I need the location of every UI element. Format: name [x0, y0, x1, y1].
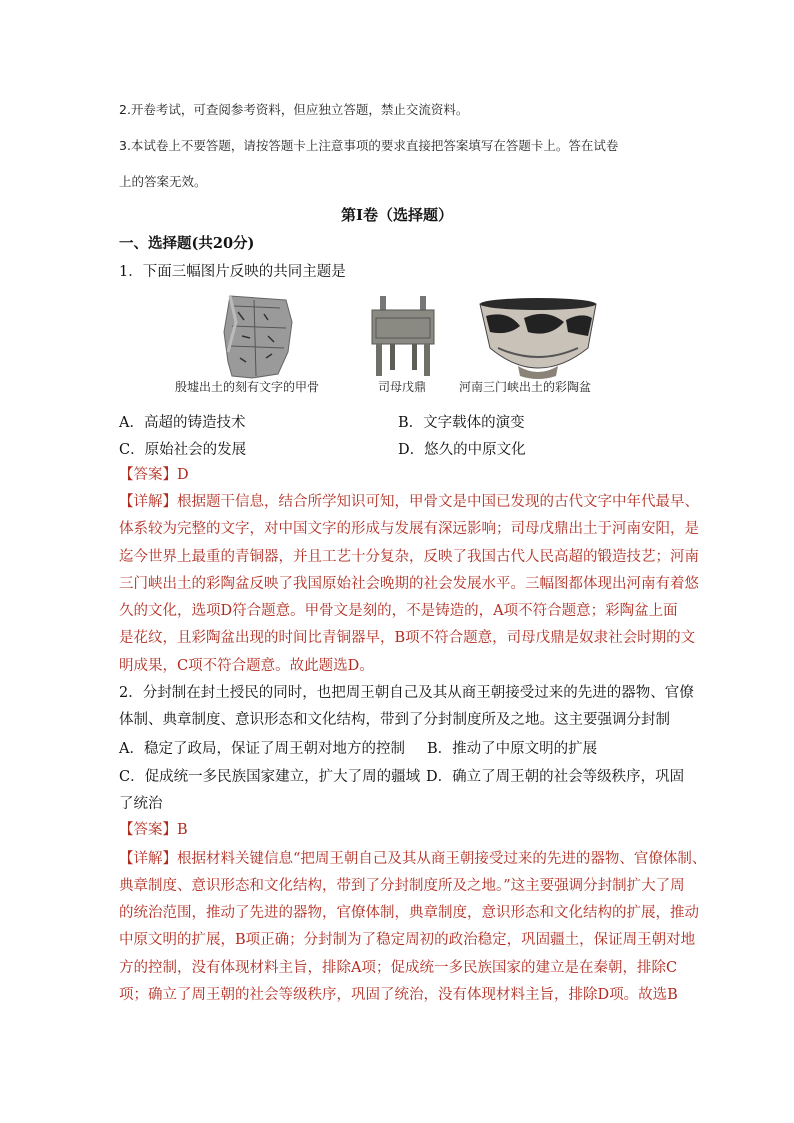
notice-2: 2.开卷考试，可查阅参考资料，但应独立答题，禁止交流资料。 — [119, 102, 469, 117]
q2-stem-line: 2．分封制在封土授民的同时，也把周王朝自己及其从商王朝接受过来的先进的器物、官僚 — [119, 685, 694, 701]
caption-ding: 司母戊鼎 — [378, 380, 427, 394]
q2-option-c: C．促成统一多民族国家建立，扩大了周的疆域 — [119, 769, 421, 785]
q2-detail-line: 项；确立了周王朝的社会等级秩序，巩固了统治，没有体现材料主旨，排除D项。故选B — [119, 987, 678, 1003]
notice-3-cont: 上的答案无效。 — [119, 174, 207, 189]
answer-value: B — [177, 822, 188, 838]
q2-detail-line: 典章制度、意识形态和文化结构，带到了分封制度所及之地。”这主要强调分封制扩大了周 — [119, 878, 685, 894]
notice-3: 3.本试卷上不要答题，请按答题卡上注意事项的要求直接把答案填写在答题卡上。答在试卷 — [119, 138, 619, 153]
q1-detail-line: 体系较为完整的文字，对中国文字的形成与发展有深远影响；司母戊鼎出土于河南安阳，是 — [119, 521, 699, 537]
q1-detail-line: 久的文化，选项D符合题意。甲骨文是刻的，不是铸造的，A项不符合题意；彩陶盆上面 — [119, 603, 678, 619]
q1-stem: 1．下面三幅图片反映的共同主题是 — [119, 264, 346, 280]
q1-detail-line: 迄今世界上最重的青铜器，并且工艺十分复杂，反映了我国古代人民高超的锻造技艺；河南 — [119, 549, 699, 565]
painted-basin-image — [480, 298, 596, 379]
q2-stem-line: 体制、典章制度、意识形态和文化结构，带到了分封制度所及之地。这主要强调分封制 — [119, 712, 670, 728]
detail-tag: 【详解】 — [119, 494, 177, 510]
answer-tag: 【答案】 — [119, 467, 177, 483]
q2-detail-line: 【详解】根据材料关键信息“把周王朝自己及其从商王朝接受过来的先进的器物、官僚体制、 — [119, 851, 707, 867]
caption-oracle-bone: 殷墟出土的刻有文字的甲骨 — [175, 380, 320, 394]
answer-value: D — [177, 467, 189, 483]
ding-vessel-image — [372, 296, 434, 376]
detail-tag: 【详解】 — [119, 851, 177, 867]
q1-option-a: A．高超的铸造技术 — [119, 415, 246, 431]
q1-option-c: C．原始社会的发展 — [119, 442, 247, 458]
caption-basin: 河南三门峡出土的彩陶盆 — [459, 380, 592, 394]
q1-option-b: B．文字载体的演变 — [398, 415, 525, 431]
q2-detail-line: 的统治范围，推动了先进的器物，官僚体制，典章制度，意识形态和文化结构的扩展，推动 — [119, 905, 699, 921]
q2-option-b: B．推动了中原文明的扩展 — [427, 741, 598, 757]
q2-answer — [119, 820, 188, 840]
oracle-bone-image — [224, 296, 292, 378]
q1-answer — [119, 465, 189, 485]
q1-detail-line: 【详解】根据题干信息，结合所学知识可知，甲骨文是中国已发现的古代文字中年代最早、 — [119, 494, 699, 510]
q2-detail-line: 中原文明的扩展，B项正确；分封制为了稳定周初的政治稳定，巩固疆土，保证周王朝对地 — [119, 932, 696, 948]
q1-detail-line: 三门峡出土的彩陶盆反映了我国原始社会晚期的社会发展水平。三幅图都体现出河南有着悠 — [119, 576, 699, 592]
q1-option-d: D．悠久的中原文化 — [398, 442, 526, 458]
q1-detail-line: 明成果，C项不符合题意。故此题选D。 — [119, 658, 374, 674]
q2-option-d-cont: 了统治 — [119, 796, 163, 812]
section-title: 第Ⅰ卷（选择题） — [340, 206, 454, 224]
q2-option-a: A．稳定了政局，保证了周王朝对地方的控制 — [119, 741, 405, 757]
q2-detail-line: 方的控制，没有体现材料主旨，排除A项；促成统一多民族国家的建立是在秦朝，排除C — [119, 960, 678, 976]
q2-option-d: D．确立了周王朝的社会等级秩序，巩固 — [426, 769, 685, 785]
part-heading: 一、选择题(共20分) — [119, 235, 255, 252]
q1-detail-line: 是花纹，且彩陶盆出现的时间比青铜器早，B项不符合题意，司母戊鼎是奴隶社会时期的文 — [119, 630, 696, 646]
answer-tag: 【答案】 — [119, 822, 177, 838]
